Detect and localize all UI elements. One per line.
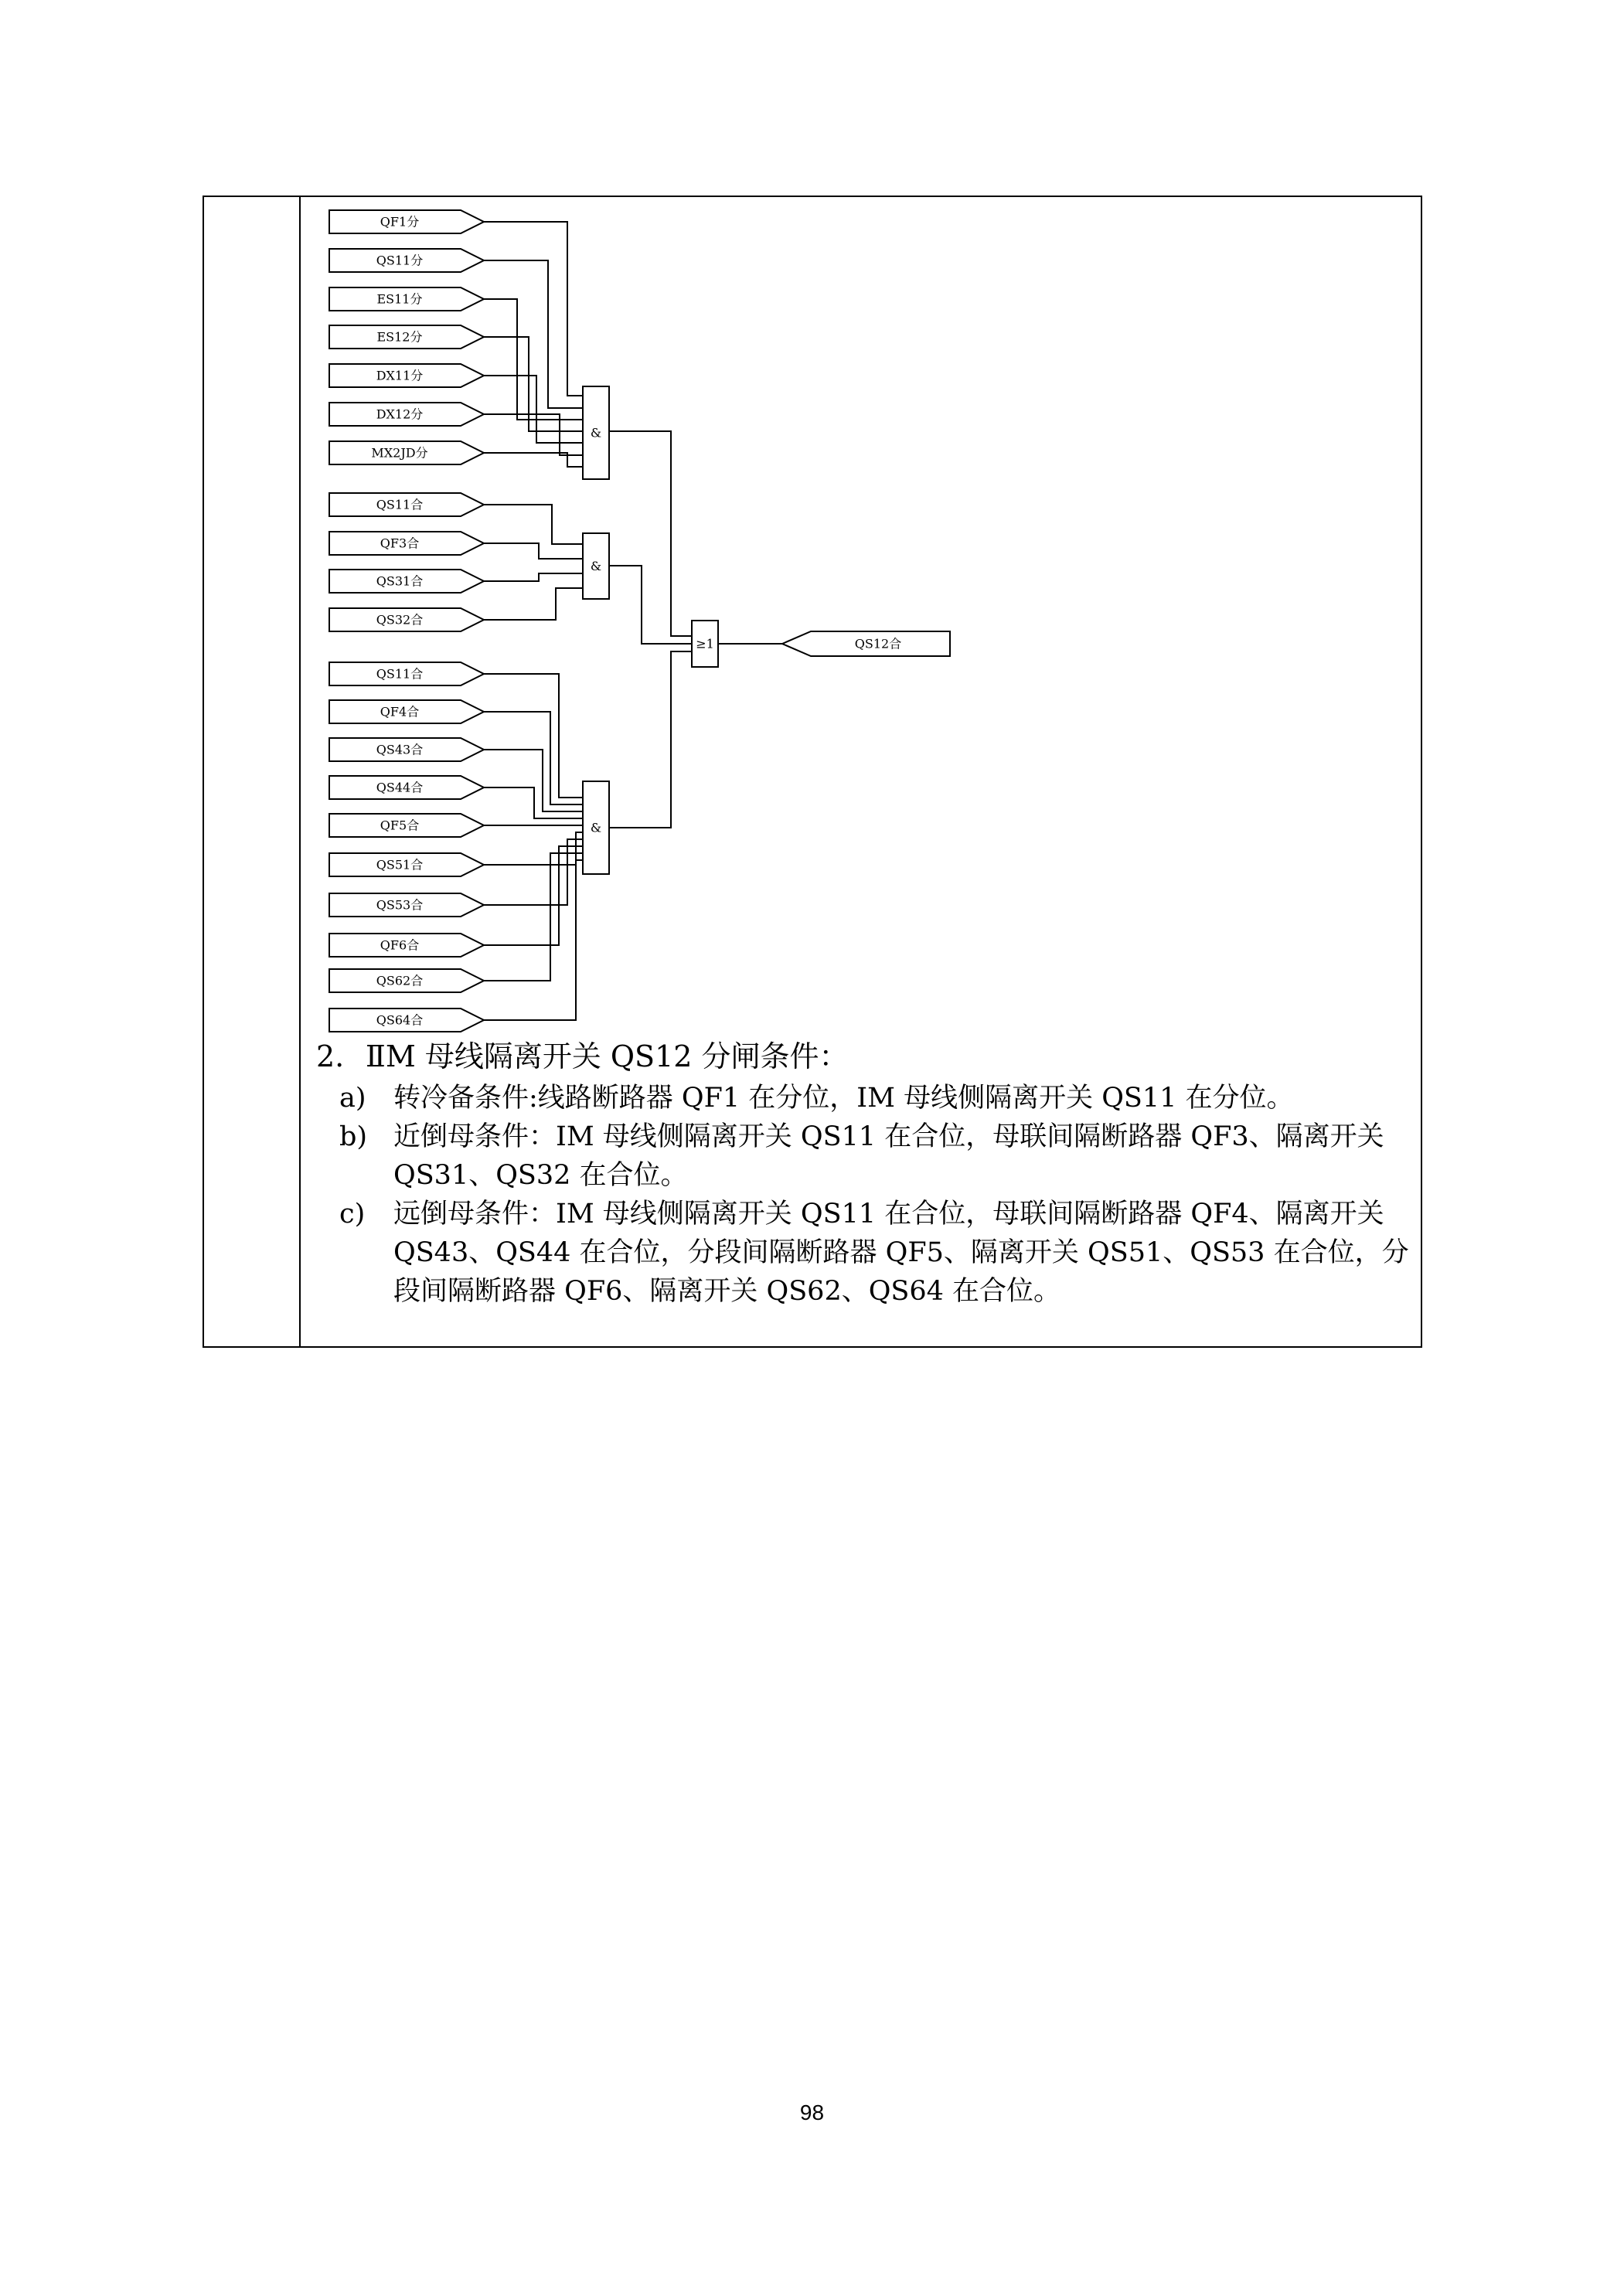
condition-item-c — [316, 1195, 1414, 1311]
input-signal-g3-8 — [329, 934, 484, 957]
connector-wire — [484, 839, 583, 905]
connector-wire — [484, 453, 583, 467]
input-signal-g2-3 — [329, 570, 484, 593]
connector-wire — [609, 651, 692, 828]
conditions-section — [316, 1034, 1414, 1311]
input-signal-label: QF5合 — [380, 818, 420, 833]
input-signal-label: QS43合 — [376, 742, 424, 757]
section-title: ⅡM 母线隔离开关 QS12 分闸条件： — [366, 1039, 849, 1073]
output-signal-label: QS12合 — [854, 636, 902, 651]
input-signal-g3-10 — [329, 1009, 484, 1032]
and-gate-1-symbol: & — [590, 425, 602, 440]
connector-wire — [484, 505, 583, 544]
input-signal-g3-9 — [329, 969, 484, 992]
input-signal-g2-1 — [329, 493, 484, 516]
input-signal-g3-6 — [329, 853, 484, 876]
input-signal-g3-4 — [329, 776, 484, 799]
content-table — [203, 196, 1422, 1348]
input-signal-label: QS51合 — [376, 857, 424, 872]
condition-item-b — [316, 1117, 1414, 1195]
input-signal-label: ES11分 — [376, 291, 423, 307]
input-signal-label: QS11合 — [376, 497, 424, 512]
input-signal-label: QF4合 — [380, 704, 420, 719]
input-signal-label: ES12分 — [376, 329, 423, 345]
connector-wire — [484, 543, 583, 559]
section-heading — [316, 1034, 1414, 1079]
and-gate-2-symbol: & — [590, 559, 602, 573]
input-signal-label: QS31合 — [376, 573, 424, 589]
input-signal-g3-1 — [329, 662, 484, 685]
item-text: 转冷备条件:线路断路器 QF1 在分位，ⅠM 母线侧隔离开关 QS11 在分位。 — [393, 1083, 1294, 1114]
input-signal-label: QS62合 — [376, 973, 424, 988]
page-number: 98 — [799, 2100, 825, 2124]
input-signal-g2-4 — [329, 608, 484, 631]
input-signal-g1-6 — [329, 403, 484, 426]
input-signal-label: QS32合 — [376, 612, 424, 628]
interlock-logic-diagram — [204, 197, 1422, 1047]
input-signal-g1-2 — [329, 249, 484, 272]
input-signal-label: QS11分 — [376, 253, 424, 268]
section-number: 2. — [316, 1039, 345, 1073]
input-signal-label: QS53合 — [376, 897, 424, 913]
or-gate-symbol: ≥1 — [696, 636, 714, 651]
item-marker: b) — [339, 1121, 368, 1152]
input-signal-g1-1 — [329, 210, 484, 233]
input-signal-g3-7 — [329, 893, 484, 917]
input-signal-g3-3 — [329, 738, 484, 761]
output-signal — [782, 631, 950, 656]
input-signal-label: QS44合 — [376, 780, 424, 795]
connector-wire — [484, 674, 583, 798]
connector-wire — [609, 566, 692, 644]
connector-wire — [484, 222, 583, 396]
connector-wire — [484, 588, 583, 620]
input-signal-label: QS64合 — [376, 1012, 424, 1028]
and-gate-3 — [583, 781, 609, 874]
and-gate-1 — [583, 386, 609, 479]
input-signal-label: DX12分 — [376, 406, 424, 422]
input-signal-g1-7 — [329, 441, 484, 464]
item-text: 远倒母条件：ⅠM 母线侧隔离开关 QS11 在合位，母联间隔断路器 QF4、隔离开关 QS43、QS44 在合位，分段间隔断路器 QF5、隔离开关 QS51、QS53 在合位，分段间隔断路器 QF6、隔离开关 QS62、QS64 在合位。 — [393, 1199, 1409, 1307]
input-signal-label: QF3合 — [380, 536, 420, 551]
condition-item-a — [316, 1079, 1414, 1117]
connector-wire — [484, 787, 583, 818]
item-marker: a) — [339, 1083, 366, 1114]
input-signal-label: DX11分 — [376, 368, 424, 383]
input-signal-label: QF6合 — [380, 937, 420, 953]
or-gate — [692, 621, 718, 667]
input-signal-g1-4 — [329, 325, 484, 349]
connector-wire — [484, 573, 583, 581]
and-gate-3-symbol: & — [590, 820, 602, 835]
input-signal-g3-5 — [329, 814, 484, 837]
item-text: 近倒母条件：ⅠM 母线侧隔离开关 QS11 在合位，母联间隔断路器 QF3、隔离开关 QS31、QS32 在合位。 — [393, 1121, 1384, 1191]
input-signal-label: QS11合 — [376, 666, 424, 682]
and-gate-2 — [583, 533, 609, 599]
connector-wire — [609, 431, 692, 636]
input-signal-g2-2 — [329, 532, 484, 555]
item-marker: c) — [339, 1199, 366, 1230]
input-signal-label: MX2JD分 — [371, 445, 428, 461]
input-signal-g1-5 — [329, 364, 484, 387]
input-signal-g3-2 — [329, 700, 484, 723]
input-signal-g1-3 — [329, 287, 484, 311]
input-signal-label: QF1分 — [380, 214, 420, 230]
